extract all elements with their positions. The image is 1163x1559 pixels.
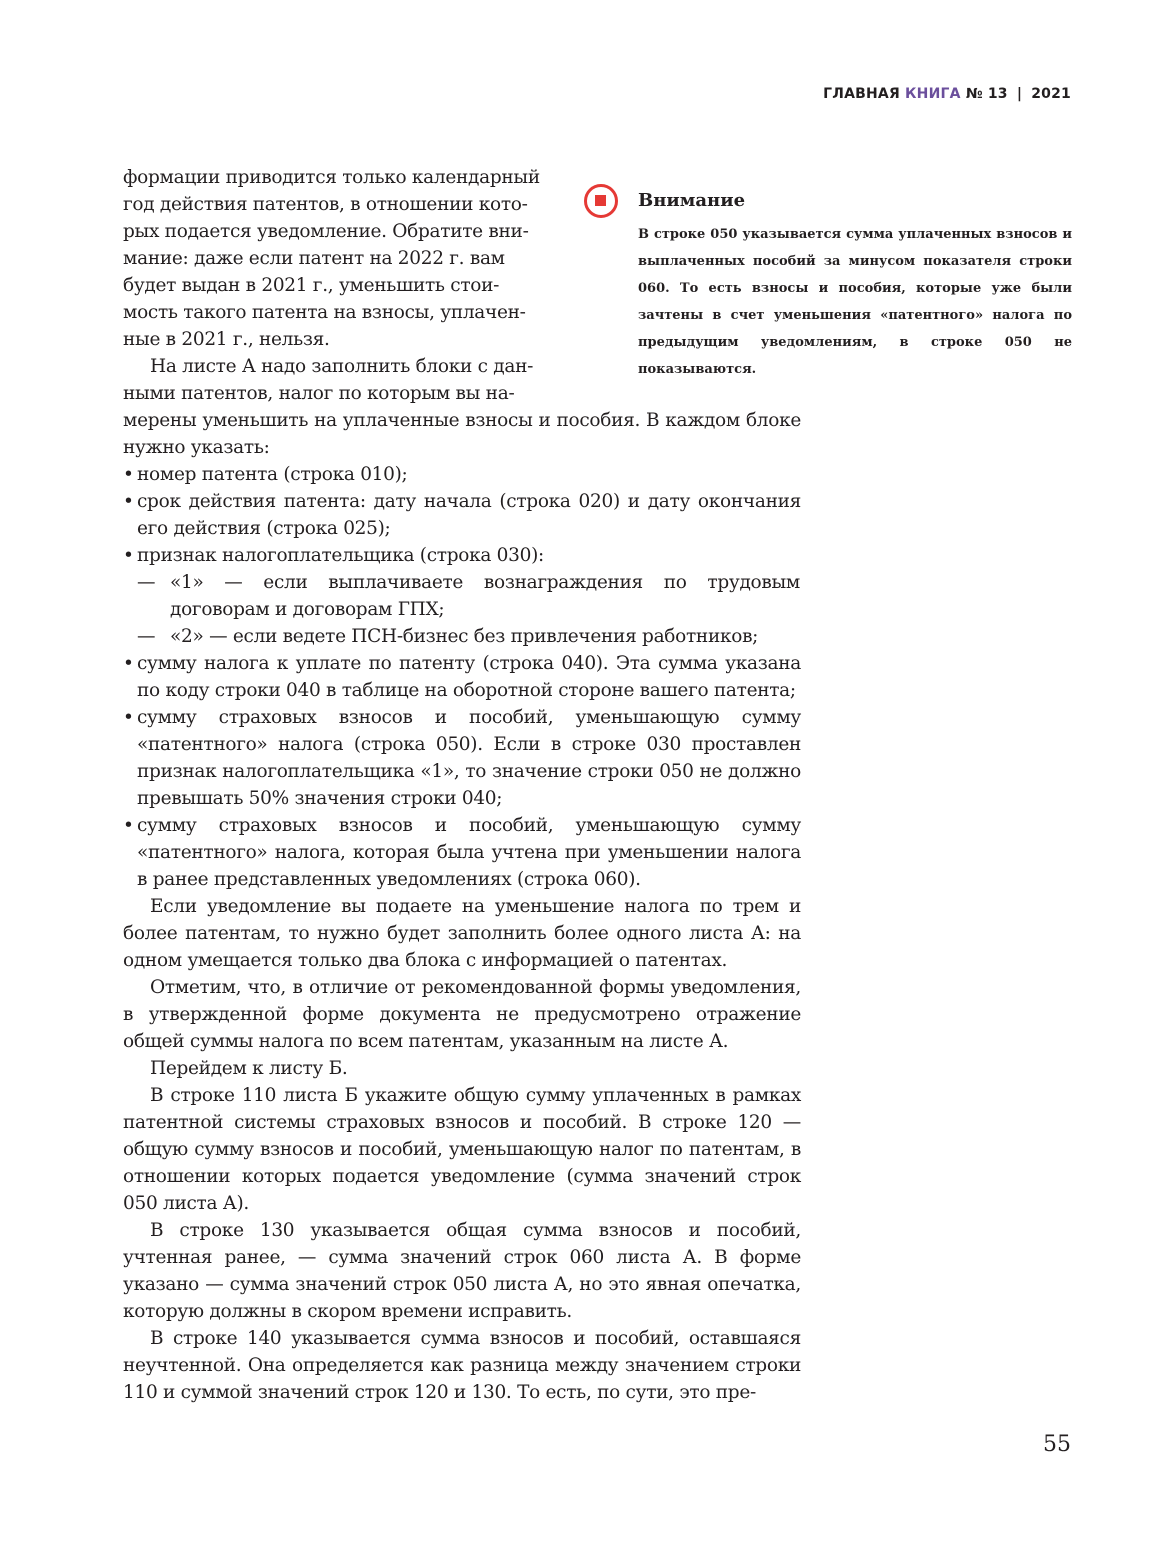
- text-line: рых подается уведомление. Обратите вни-: [123, 221, 529, 242]
- list-item: • сумму страховых взносов и пособий, уменьшающую сумму «патентного» налога (строка 050). Если в строке 030 проставлен признак налогоплательщика «1», то значение строки 050 не должно превышать 50% значения строки 040;: [123, 704, 801, 812]
- paragraph: В строке 110 листа Б укажите общую сумму уплаченных в рамках патентной системы страховых взносов и пособий. В строке 120 — общую сумму взносов и пособий, уменьшающую налог по патентам, в отношении которых подается уведомление (сумма значений строк 050 листа А).: [123, 1085, 801, 1214]
- text-line: формации приводится только календарный: [123, 167, 540, 188]
- requirements-list-continued: [123, 650, 801, 893]
- list-item: • сумму налога к уплате по патенту (строка 040). Эта сумма указана по коду строки 040 в таблице на оборотной стороне вашего патента;: [123, 650, 801, 704]
- list-item: • срок действия патента: дату начала (строка 020) и дату окончания его действия (строка 025);: [123, 488, 801, 542]
- text-line: мость такого патента на взносы, уплачен-: [123, 302, 526, 323]
- text-line: На листе А надо заполнить блоки с дан-: [150, 356, 534, 377]
- header-separator: |: [1016, 86, 1023, 102]
- sheet-a-paragraph: [123, 353, 801, 461]
- page-number: 55: [1043, 1432, 1071, 1457]
- text-line: год действия патентов, в отношении кото-: [123, 194, 528, 215]
- text-line: мание: даже если патент на 2022 г. вам: [123, 248, 505, 269]
- brand-main: ГЛАВНАЯ: [823, 86, 900, 102]
- list-item: • номер патента (строка 010);: [123, 461, 801, 488]
- list-item-text: признак налогоплательщика (строка 030):: [137, 545, 544, 566]
- paragraph: Перейдем к листу Б.: [150, 1058, 348, 1079]
- paragraph: Если уведомление вы подаете на уменьшение налога по трем и более патентам, то нужно будет заполнить более одного листа А: на одном умещается только два блока с информацией о патентах.: [123, 896, 801, 971]
- paragraph: В строке 140 указывается сумма взносов и пособий, оставшаяся неучтенной. Она определяется как разница между значением строки 110 и суммой значений строк 120 и 130. То есть, по сути, это пре-: [123, 1328, 801, 1403]
- paragraph: Отметим, что, в отличие от рекомендованной формы уведомления, в утвержденной форме документа не предусмотрено отражение общей суммы налога по всем патентам, указанным на листе А.: [123, 977, 801, 1052]
- brand-accent: КНИГА: [905, 86, 961, 102]
- text-line: ные в 2021 г., нельзя.: [123, 329, 330, 350]
- taxpayer-sign-list: [123, 569, 801, 650]
- list-item: • сумму страховых взносов и пособий, уменьшающую сумму «патентного» налога, которая была учтена при уменьшении налога в ранее представленных уведомлениях (строка 060).: [123, 812, 801, 893]
- text-line: мерены уменьшить на уплаченные взносы и пособия. В каждом блоке нужно указать:: [123, 410, 801, 458]
- issue-year: 2021: [1031, 86, 1071, 102]
- paragraph: В строке 130 указывается общая сумма взносов и пособий, учтенная ранее, — сумма значений строк 060 листа А. В форме указано — сумма значений строк 050 листа А, но это явная опечатка, которую должны в скором времени исправить.: [123, 1220, 801, 1322]
- list-item: [123, 542, 801, 569]
- intro-paragraph: [123, 164, 801, 353]
- text-line: будет выдан в 2021 г., уменьшить стои-: [123, 275, 500, 296]
- sidebar-title: Внимание: [638, 190, 746, 211]
- issue-number: № 13: [965, 86, 1008, 102]
- requirements-list: [123, 461, 801, 569]
- list-item: — «1» — если выплачиваете вознаграждения по трудовым договорам и договорам ГПХ;: [123, 569, 800, 623]
- sidebar-text: В строке 050 указывается сумма уплаченных взносов и выплаченных пособий за минусом показателя строки 060. То есть взносы и пособия, которые уже были зачтены в счет уменьшения «патентного» налога по предыдущим уведомлениям, в строке 050 не показываются.: [638, 227, 1072, 377]
- list-item: — «2» — если ведете ПСН-бизнес без привлечения работников;: [123, 623, 800, 650]
- article-body: [123, 164, 801, 1406]
- text-line: ными патентов, налог по которым вы на-: [123, 383, 515, 404]
- running-header: [823, 86, 1071, 102]
